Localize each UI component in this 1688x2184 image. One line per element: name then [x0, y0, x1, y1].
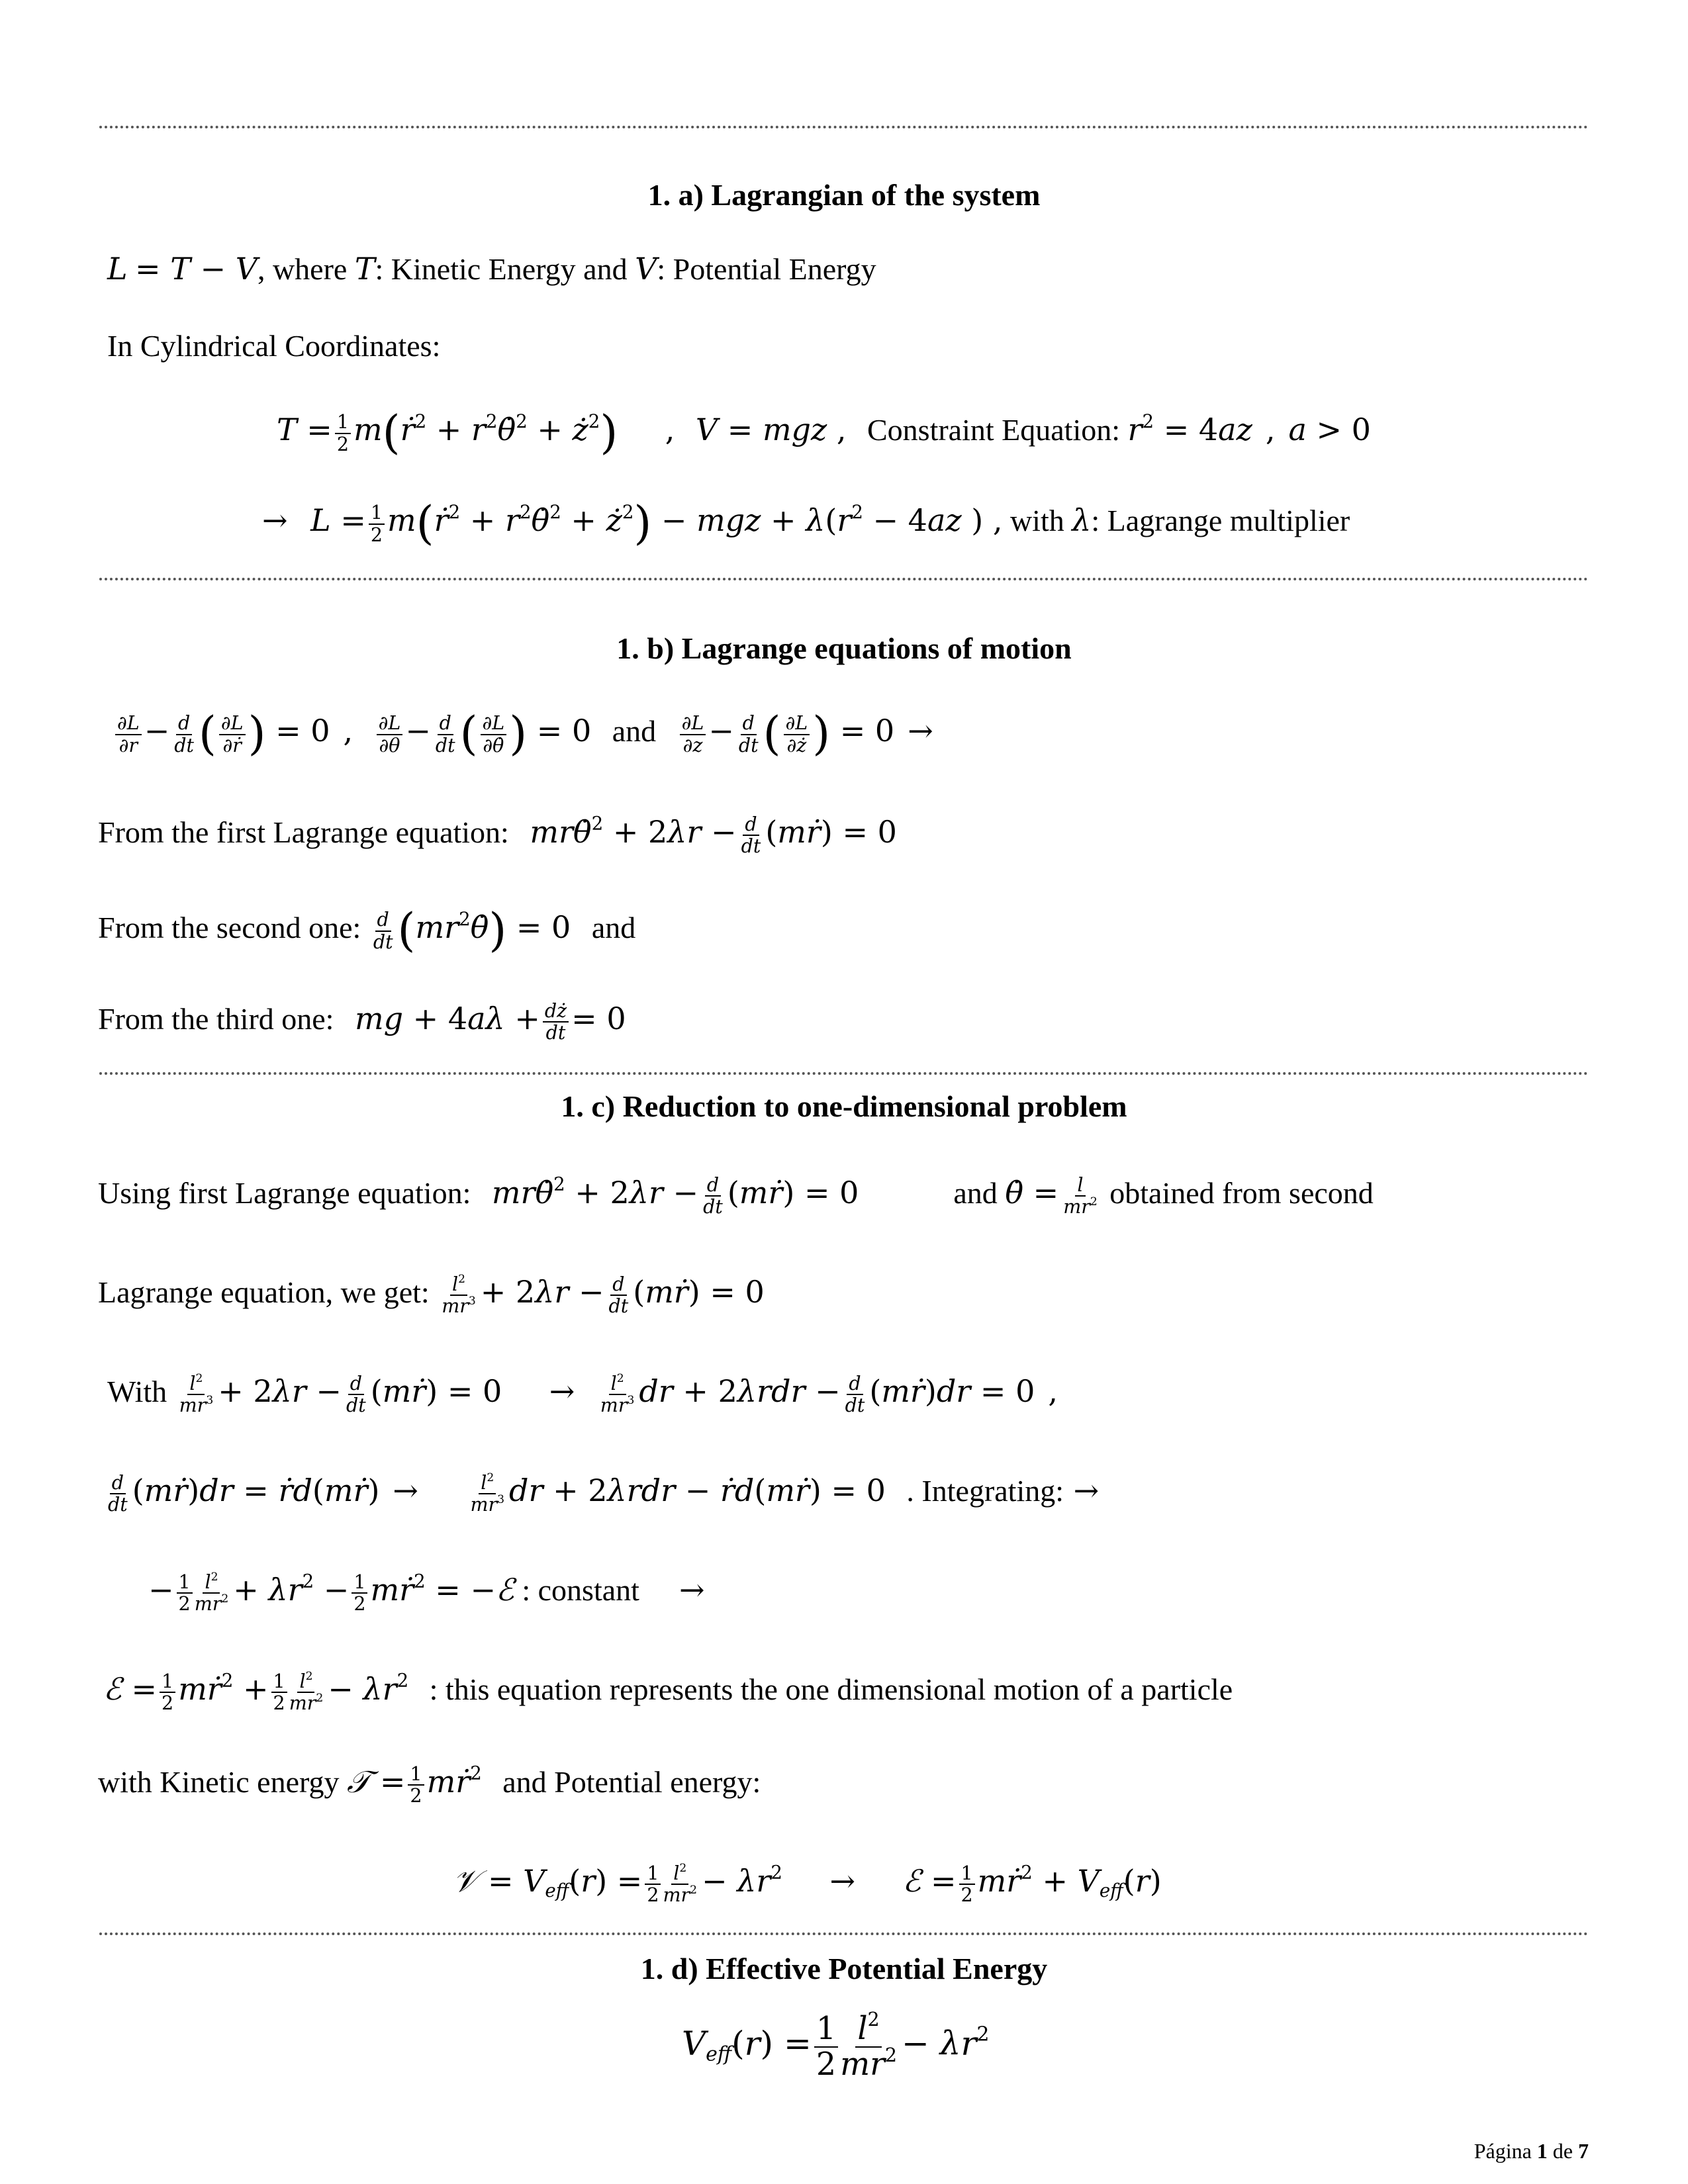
kinetic-potential-equations: T = $\frac{1}{2}$ m(ṙ$^2$ + $r^2\thetȧ^2$ + $ż^2$) , V = mgz , Constraint Equation: $r^2 = 4az$ , a > 0 [277, 406, 1371, 459]
with-equation: With $\frac{l^2}{mr^3}$ + 2λr − $\frac{d}{dt}$ (mṙ) = 0 → $\frac{l^2}{mr^3}$ dr + 2λrdr − $\frac{d}{dt}$ (mṙ)dr = 0 , [107, 1372, 1058, 1417]
section-c-title: 1. c) Reduction to one-dimensional problem [561, 1089, 1127, 1123]
constant-energy: − $\frac{1}{2}$ $\frac{l^2}{mr^2}$ + $\lambda r^2$ − $\frac{1}{2}$ mṙ$^2$ = −ℰ : constant → [148, 1570, 705, 1615]
first-lagrange-equation: From the first Lagrange equation: mrθ̇$^2$ + 2λr − $\frac{d}{dt}$ (mṙ) = 0 [98, 812, 897, 858]
kinetic-and-potential: with Kinetic energy 𝒯 = $\frac{1}{2}$ mṙ$^2$ and Potential energy: [98, 1762, 761, 1807]
effective-potential-formula: $V_{eff}(r)$ = $\frac{1}{2}$ $\frac{l^2}{mr^2}$ − $\lambda r^2$ [682, 2009, 990, 2083]
using-first-equation: Using first Lagrange equation: mrθ̇$^2$ + 2λr − $\frac{d}{dt}$ (mṙ) = 0 and θ̇ = $\frac{l}{mr^2}$ obtained from second [98, 1173, 1374, 1218]
dotted-divider [99, 126, 1589, 128]
energy-equation: ℰ = $\frac{1}{2}$ mṙ$^2$ + $\frac{1}{2}$ $\frac{l^2}{mr^2}$ − $\lambda r^2$ : this equation represents the one dimensional motion of a particle [103, 1669, 1233, 1715]
dotted-divider [99, 578, 1589, 580]
page-footer: Página 1 de 7 [1474, 2139, 1589, 2163]
third-lagrange-equation: From the third one: mg + 4aλ + $\frac{dż}{dt}$ = 0 [98, 1000, 626, 1044]
section-d-title: 1. d) Effective Potential Energy [640, 1952, 1048, 1985]
effective-potential-relation: 𝒱 = $V_{eff}(r)$ = $\frac{1}{2}$ $\frac{l^2}{mr^2}$ − $\lambda r^2$ → ℰ = $\frac{1}{2}$ mṙ$^2$ + $V_{eff}(r)$ [453, 1861, 1162, 1907]
lagrange-we-get: Lagrange equation, we get: $\frac{l^2}{mr^3}$ + 2λr − $\frac{d}{dt}$ (mṙ) = 0 [98, 1273, 765, 1318]
lagrangian-with-multiplier: → L = $\frac{1}{2}$ m(ṙ$^2$ + $r^2\thetȧ^2$ + $ż^2$) − mgz + $\lambda(r^2 - 4az$ ) , with λ: Lagrange multiplier [262, 497, 1350, 550]
page-total: 7 [1578, 2139, 1589, 2163]
dotted-divider [99, 1933, 1589, 1935]
section-a-title: 1. a) Lagrangian of the system [647, 178, 1041, 212]
integration-step: $\frac{d}{dt}$ (mṙ)dr = ṙd(mṙ) → $\frac{l^2}{mr^3}$ dr + 2λrdr − ṙd(mṙ) = 0 . Integrating: → [108, 1471, 1100, 1516]
lagrangian-definition: L = T − V, where T: Kinetic Energy and V: Potential Energy [107, 251, 876, 287]
euler-lagrange-equations: $\frac{\partial L}{\partial r}$ − $\frac{d}{dt}$ ( $\frac{\partial L}{\text{∂ṙ}}$ ) = 0 , $\frac{\partial L}{\partial\theta}$ − $\frac{d}{dt}$ ( $\frac{\partial L}{\partial\thetȧ}$ ) = 0 and $\frac{\partial L}{\partial z}$ − $\frac{d}{dt}$ ( $\frac{\partial L}{\partial ż}$ ) = 0 → [113, 711, 933, 757]
coords-label: In Cylindrical Coordinates: [107, 329, 441, 363]
dotted-divider [99, 1072, 1589, 1075]
page-number: 1 [1536, 2139, 1548, 2163]
section-b-title: 1. b) Lagrange equations of motion [616, 631, 1072, 665]
second-lagrange-equation: From the second one: $\frac{d}{dt}$ $(mr^2\thetȧ) = 0$ and [98, 904, 636, 957]
